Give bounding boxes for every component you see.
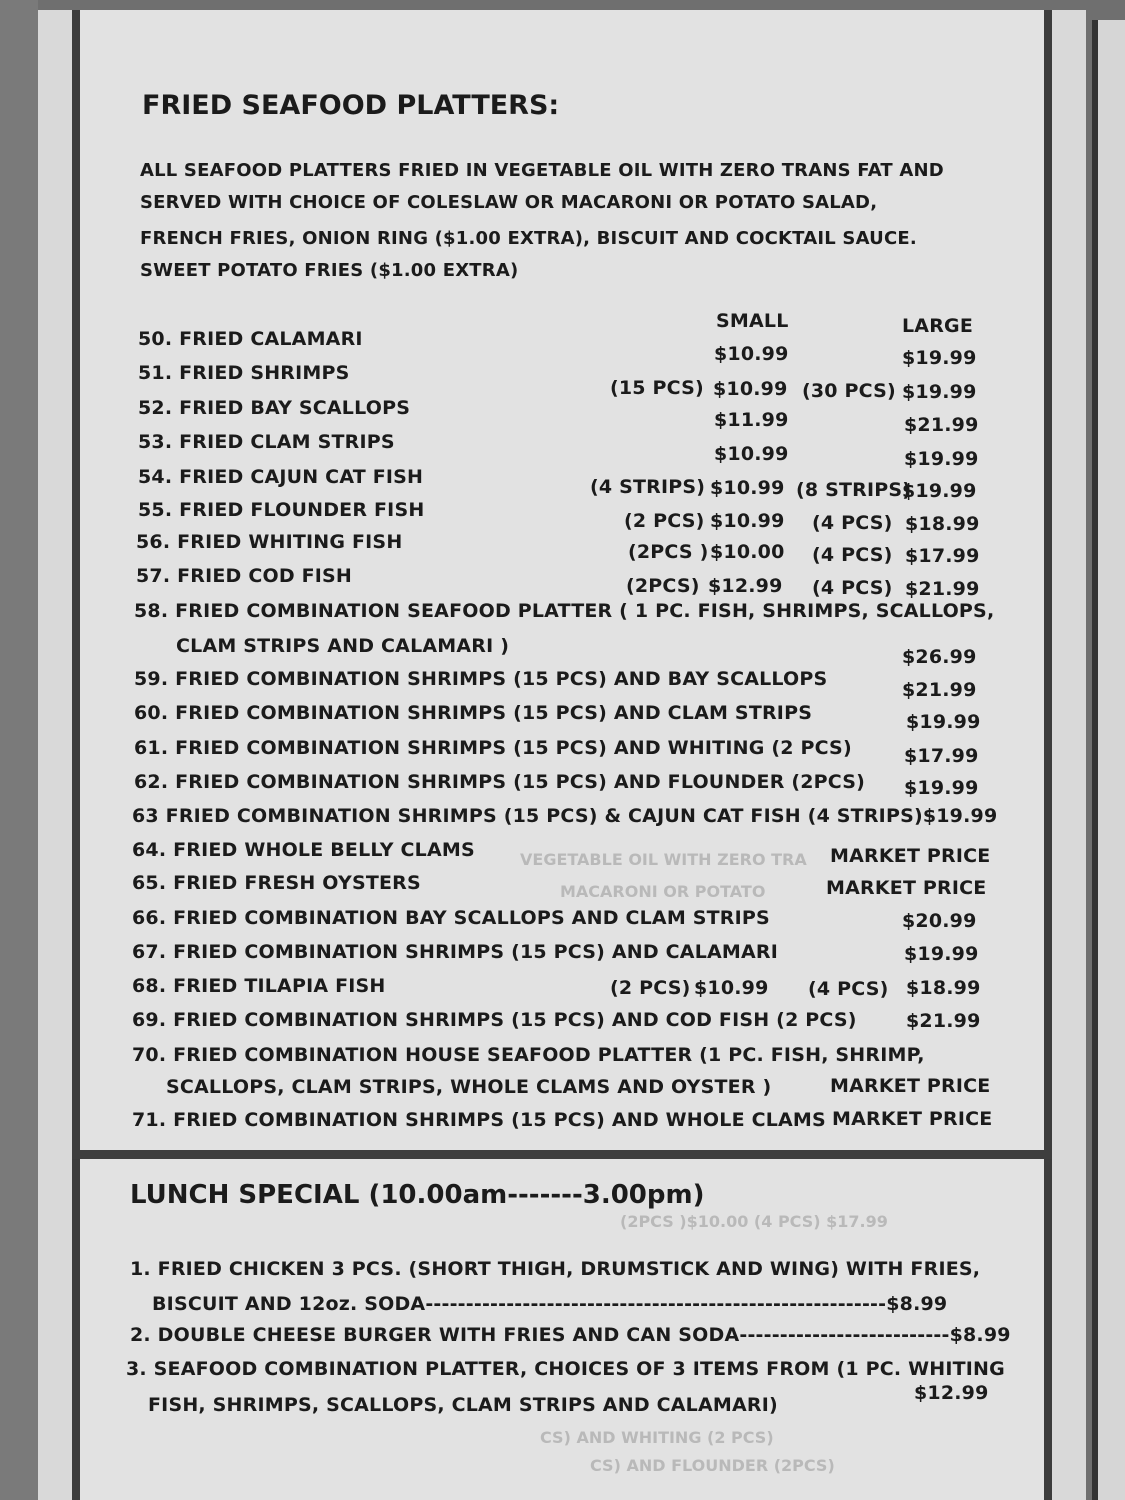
- item-price: MARKET PRICE: [830, 845, 991, 867]
- menu-item-name: 57. FRIED COD FISH: [136, 565, 353, 587]
- item-price: MARKET PRICE: [830, 1075, 991, 1097]
- intro-line: FRENCH FRIES, ONION RING ($1.00 EXTRA), BISCUIT AND COCKTAIL SAUCE.: [140, 228, 917, 249]
- small-price: $10.99: [714, 343, 789, 365]
- large-qty: (8 STRIPS): [796, 479, 912, 501]
- intro-line: SERVED WITH CHOICE OF COLESLAW OR MACARONI OR POTATO SALAD,: [140, 192, 878, 213]
- menu-item-name-line2: SCALLOPS, CLAM STRIPS, WHOLE CLAMS AND OYSTER ): [166, 1076, 772, 1098]
- menu-item-name: 68. FRIED TILAPIA FISH: [132, 975, 386, 997]
- column-header-small: SMALL: [716, 310, 789, 332]
- large-price: $18.99: [905, 513, 980, 535]
- section-title: FRIED SEAFOOD PLATTERS:: [142, 90, 560, 121]
- large-qty: (4 PCS): [812, 544, 893, 566]
- large-price: $19.99: [902, 480, 977, 502]
- large-price: $18.99: [906, 977, 981, 999]
- item-price: $19.99: [904, 777, 979, 799]
- lunch-item: 2. DOUBLE CHEESE BURGER WITH FRIES AND CAN SODA--------------------------$8.99: [130, 1324, 1011, 1346]
- menu-item-name: 65. FRIED FRESH OYSTERS: [132, 872, 421, 894]
- large-qty: (4 PCS): [808, 978, 889, 1000]
- small-price: $10.99: [710, 477, 785, 499]
- menu-item-name: 53. FRIED CLAM STRIPS: [138, 431, 395, 453]
- item-price: $26.99: [902, 646, 977, 668]
- bleed-through-text: CS) AND WHITING (2 PCS): [540, 1428, 774, 1447]
- menu-item-name: 61. FRIED COMBINATION SHRIMPS (15 PCS) AND WHITING (2 PCS): [134, 737, 852, 759]
- menu-item-name: 55. FRIED FLOUNDER FISH: [138, 499, 425, 521]
- menu-item-name: 52. FRIED BAY SCALLOPS: [138, 397, 411, 419]
- adjacent-page-strip: [1092, 20, 1125, 1500]
- left-page-edge: [0, 0, 38, 1500]
- item-price: $19.99: [906, 711, 981, 733]
- intro-line: SWEET POTATO FRIES ($1.00 EXTRA): [140, 260, 519, 281]
- lunch-special-title: LUNCH SPECIAL (10.00am-------3.00pm): [130, 1180, 705, 1210]
- menu-item-name-line2: CLAM STRIPS AND CALAMARI ): [176, 635, 510, 657]
- item-price: $20.99: [902, 910, 977, 932]
- menu-item-name: 59. FRIED COMBINATION SHRIMPS (15 PCS) AND BAY SCALLOPS: [134, 668, 828, 690]
- small-qty: (15 PCS): [610, 377, 704, 399]
- lunch-item-line2: FISH, SHRIMPS, SCALLOPS, CLAM STRIPS AND CALAMARI): [148, 1394, 778, 1416]
- menu-item-name: 58. FRIED COMBINATION SEAFOOD PLATTER ( 1 PC. FISH, SHRIMPS, SCALLOPS,: [134, 600, 995, 622]
- bleed-through-text: CS) AND FLOUNDER (2PCS): [590, 1456, 835, 1475]
- item-price: $21.99: [906, 1010, 981, 1032]
- small-price: $12.99: [708, 575, 783, 597]
- menu-item-name: 71. FRIED COMBINATION SHRIMPS (15 PCS) AND WHOLE CLAMS: [132, 1109, 826, 1131]
- large-qty: (4 PCS): [812, 577, 893, 599]
- item-price: MARKET PRICE: [832, 1108, 993, 1130]
- menu-item-name: 62. FRIED COMBINATION SHRIMPS (15 PCS) AND FLOUNDER (2PCS): [134, 771, 866, 793]
- menu-item-name: 70. FRIED COMBINATION HOUSE SEAFOOD PLATTER (1 PC. FISH, SHRIMP,: [132, 1044, 925, 1066]
- large-price: $19.99: [904, 448, 979, 470]
- large-price: $21.99: [905, 578, 980, 600]
- bleed-through-text: VEGETABLE OIL WITH ZERO TRA: [520, 850, 807, 869]
- small-qty: (2PCS ): [628, 541, 709, 563]
- bleed-through-text: (2PCS )$10.00 (4 PCS) $17.99: [620, 1212, 888, 1231]
- large-price: $21.99: [904, 414, 979, 436]
- small-price: $10.99: [694, 977, 769, 999]
- menu-item-name: 64. FRIED WHOLE BELLY CLAMS: [132, 839, 475, 861]
- menu-item-name: 69. FRIED COMBINATION SHRIMPS (15 PCS) AND COD FISH (2 PCS): [132, 1009, 857, 1031]
- small-price: $10.99: [714, 443, 789, 465]
- menu-item-name: 60. FRIED COMBINATION SHRIMPS (15 PCS) AND CLAM STRIPS: [134, 702, 813, 724]
- menu-item-name: 67. FRIED COMBINATION SHRIMPS (15 PCS) AND CALAMARI: [132, 941, 779, 963]
- menu-item-name: 66. FRIED COMBINATION BAY SCALLOPS AND CLAM STRIPS: [132, 907, 770, 929]
- menu-item-name: 54. FRIED CAJUN CAT FISH: [138, 466, 424, 488]
- large-qty: (30 PCS): [802, 380, 896, 402]
- lunch-item: 3. SEAFOOD COMBINATION PLATTER, CHOICES OF 3 ITEMS FROM (1 PC. WHITING: [126, 1358, 1005, 1380]
- large-price: $17.99: [905, 545, 980, 567]
- section-divider: [72, 1150, 1052, 1159]
- small-price: $10.99: [713, 378, 788, 400]
- item-price: $12.99: [914, 1382, 989, 1404]
- small-qty: (2PCS): [626, 575, 700, 597]
- lunch-item-line2: BISCUIT AND 12oz. SODA---------------------------------------------------------$8.99: [152, 1293, 948, 1315]
- large-price: $19.99: [902, 347, 977, 369]
- small-price: $10.00: [710, 541, 785, 563]
- large-qty: (4 PCS): [812, 512, 893, 534]
- item-price: $17.99: [904, 745, 979, 767]
- item-price: $19.99: [904, 943, 979, 965]
- lunch-item: 1. FRIED CHICKEN 3 PCS. (SHORT THIGH, DRUMSTICK AND WING) WITH FRIES,: [130, 1258, 981, 1280]
- large-price: $19.99: [902, 381, 977, 403]
- menu-item-name: 50. FRIED CALAMARI: [138, 328, 363, 350]
- small-qty: (2 PCS): [610, 977, 691, 999]
- small-price: $10.99: [710, 510, 785, 532]
- column-header-large: LARGE: [902, 315, 974, 337]
- small-qty: (4 STRIPS): [590, 476, 706, 498]
- menu-item-name: 63 FRIED COMBINATION SHRIMPS (15 PCS) & CAJUN CAT FISH (4 STRIPS)$19.99: [132, 805, 998, 827]
- menu-item-name: 56. FRIED WHITING FISH: [136, 531, 403, 553]
- small-qty: (2 PCS): [624, 510, 705, 532]
- item-price: $21.99: [902, 679, 977, 701]
- menu-item-name: 51. FRIED SHRIMPS: [138, 362, 350, 384]
- small-price: $11.99: [714, 409, 789, 431]
- intro-line: ALL SEAFOOD PLATTERS FRIED IN VEGETABLE OIL WITH ZERO TRANS FAT AND: [140, 160, 944, 181]
- bleed-through-text: MACARONI OR POTATO: [560, 882, 766, 901]
- item-price: MARKET PRICE: [826, 877, 987, 899]
